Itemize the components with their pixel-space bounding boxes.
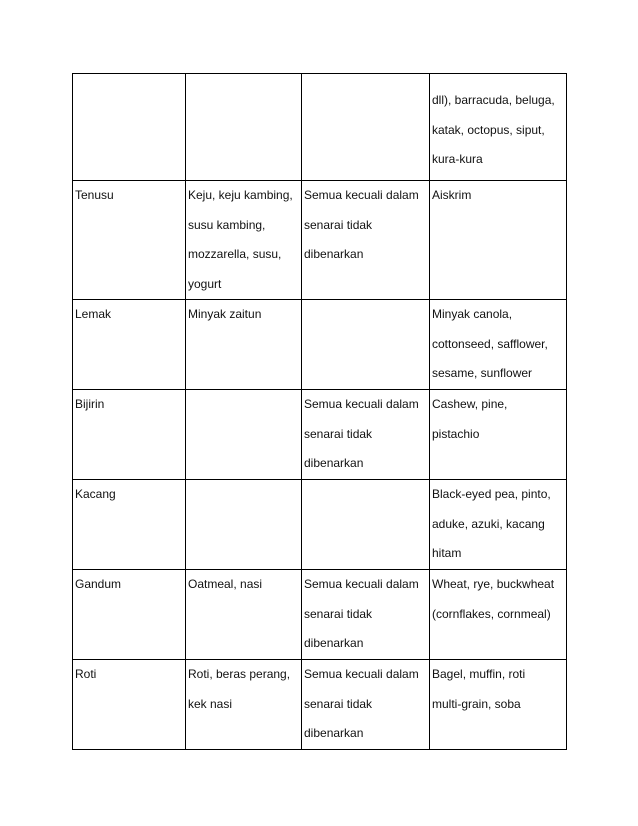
restricted-cell bbox=[302, 660, 430, 750]
category-cell bbox=[73, 660, 186, 750]
cell-line: multi-grain, soba bbox=[432, 696, 521, 711]
allowed-cell bbox=[186, 181, 302, 300]
cell-line: (cornflakes, cornmeal) bbox=[432, 606, 551, 621]
avoid-cell bbox=[430, 74, 567, 181]
cell-line: Black-eyed pea, pinto, bbox=[432, 487, 551, 501]
cell-line: hitam bbox=[432, 546, 462, 560]
avoid-cell bbox=[430, 570, 567, 660]
category-cell bbox=[73, 300, 186, 390]
cell-line: mozzarella, susu, bbox=[188, 247, 282, 261]
allowed-cell bbox=[186, 300, 302, 390]
cell-line: pistachio bbox=[432, 426, 480, 441]
cell-line: senarai tidak bbox=[304, 696, 373, 711]
category-label: Tenusu bbox=[75, 188, 114, 202]
avoid-cell bbox=[430, 660, 567, 750]
allowed-cell bbox=[186, 660, 302, 750]
cell-line: Wheat, rye, buckwheat bbox=[432, 577, 555, 591]
category-cell bbox=[73, 181, 186, 300]
allowed-cell bbox=[186, 390, 302, 480]
cell-line: Minyak zaitun bbox=[188, 307, 262, 321]
allowed-cell bbox=[186, 570, 302, 660]
allowed-cell bbox=[186, 74, 302, 181]
category-label: Lemak bbox=[75, 307, 112, 321]
cell-line: kek nasi bbox=[188, 696, 233, 711]
cell-line: Semua kecuali dalam bbox=[304, 188, 419, 202]
cell-line: yogurt bbox=[188, 276, 222, 291]
cell-line: dibenarkan bbox=[304, 247, 364, 261]
cell-line: cottonseed, safflower, bbox=[432, 336, 548, 351]
avoid-cell bbox=[430, 300, 567, 390]
cell-line: Aiskrim bbox=[432, 188, 472, 202]
restricted-cell bbox=[302, 181, 430, 300]
cell-line: Cashew, pine, bbox=[432, 397, 508, 411]
cell-line: Oatmeal, nasi bbox=[188, 577, 263, 591]
table-row bbox=[73, 300, 567, 390]
cell-line: Semua kecuali dalam bbox=[304, 577, 419, 591]
cell-line: susu kambing, bbox=[188, 217, 266, 232]
cell-line: kura-kura bbox=[432, 152, 483, 166]
cell-line: aduke, azuki, kacang bbox=[432, 516, 545, 531]
cell-line: Semua kecuali dalam bbox=[304, 397, 419, 411]
cell-line: senarai tidak bbox=[304, 217, 373, 232]
table-row bbox=[73, 660, 567, 750]
avoid-cell bbox=[430, 181, 567, 300]
cell-line: dll), barracuda, beluga, bbox=[432, 93, 555, 107]
cell-line: Keju, keju kambing, bbox=[188, 188, 293, 202]
cell-line: Semua kecuali dalam bbox=[304, 667, 419, 681]
restricted-cell bbox=[302, 300, 430, 390]
restricted-cell bbox=[302, 480, 430, 570]
table-row bbox=[73, 570, 567, 660]
cell-line: Minyak canola, bbox=[432, 307, 513, 321]
category-label: Kacang bbox=[75, 487, 116, 501]
cell-line: dibenarkan bbox=[304, 726, 364, 740]
cell-line: katak, octopus, siput, bbox=[432, 122, 545, 137]
category-cell bbox=[73, 570, 186, 660]
table-row bbox=[73, 74, 567, 181]
table-row bbox=[73, 390, 567, 480]
cell-line: Bagel, muffin, roti bbox=[432, 667, 526, 681]
category-cell bbox=[73, 390, 186, 480]
cell-line: dibenarkan bbox=[304, 636, 364, 650]
allowed-cell bbox=[186, 480, 302, 570]
food-table bbox=[72, 73, 567, 750]
restricted-cell bbox=[302, 74, 430, 181]
restricted-cell bbox=[302, 570, 430, 660]
category-cell bbox=[73, 480, 186, 570]
category-label: Roti bbox=[75, 667, 97, 681]
cell-line: senarai tidak bbox=[304, 606, 373, 621]
category-label: Gandum bbox=[75, 577, 122, 591]
table-row bbox=[73, 181, 567, 300]
cell-line: senarai tidak bbox=[304, 426, 373, 441]
table-row bbox=[73, 480, 567, 570]
category-cell bbox=[73, 74, 186, 181]
avoid-cell bbox=[430, 390, 567, 480]
category-label: Bijirin bbox=[75, 397, 105, 411]
cell-line: dibenarkan bbox=[304, 456, 364, 470]
cell-line: Roti, beras perang, bbox=[188, 667, 291, 681]
restricted-cell bbox=[302, 390, 430, 480]
cell-line: sesame, sunflower bbox=[432, 366, 533, 380]
avoid-cell bbox=[430, 480, 567, 570]
